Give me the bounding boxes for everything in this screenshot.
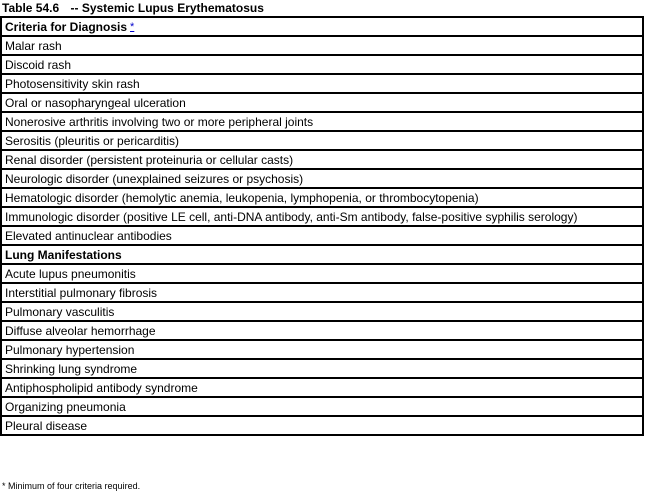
criterion-cell: Photosensitivity skin rash: [1, 74, 643, 93]
table-row: [1, 416, 643, 435]
table-row: [1, 340, 643, 359]
table-row: [1, 150, 643, 169]
table-number: Table 54.6: [2, 1, 60, 15]
manifestation-cell: Organizing pneumonia: [1, 397, 643, 416]
table-row: [1, 397, 643, 416]
manifestation-cell: Diffuse alveolar hemorrhage: [1, 321, 643, 340]
table-row: [1, 207, 643, 226]
criterion-cell: Oral or nasopharyngeal ulceration: [1, 93, 643, 112]
manifestation-cell: Antiphospholipid antibody syndrome: [1, 378, 643, 397]
criterion-cell: Elevated antinuclear antibodies: [1, 226, 643, 245]
criteria-table-body: [1, 17, 643, 435]
manifestation-cell: Pleural disease: [1, 416, 643, 435]
table-row: [1, 36, 643, 55]
table-row: [1, 359, 643, 378]
criterion-cell: Discoid rash: [1, 55, 643, 74]
criterion-cell: Hematologic disorder (hemolytic anemia, leukopenia, lymphopenia, or thrombocytopenia): [1, 188, 643, 207]
criterion-cell: Immunologic disorder (positive LE cell, anti-DNA antibody, anti-Sm antibody, false-positive syphilis serology): [1, 207, 643, 226]
table-row: [1, 302, 643, 321]
footnote-marker: *: [2, 481, 6, 491]
section-header-row: [1, 245, 643, 264]
section-header-cell: [1, 17, 643, 36]
footnote-link[interactable]: *: [130, 20, 135, 33]
manifestation-cell: Shrinking lung syndrome: [1, 359, 643, 378]
table-row: [1, 283, 643, 302]
table-row: [1, 93, 643, 112]
section-heading-diagnosis: Criteria for Diagnosis: [5, 19, 128, 34]
table-row: [1, 112, 643, 131]
manifestation-cell: Interstitial pulmonary fibrosis: [1, 283, 643, 302]
table-title-text: Systemic Lupus Erythematosus: [81, 1, 264, 15]
criterion-cell: Neurologic disorder (unexplained seizures or psychosis): [1, 169, 643, 188]
footnote-text: Minimum of four criteria required.: [8, 481, 141, 491]
table-row: [1, 264, 643, 283]
manifestation-cell: Pulmonary vasculitis: [1, 302, 643, 321]
section-header-row: [1, 17, 643, 36]
table-row: [1, 131, 643, 150]
criterion-cell: Serositis (pleuritis or pericarditis): [1, 131, 643, 150]
table-title: [2, 1, 264, 16]
criterion-cell: Malar rash: [1, 36, 643, 55]
footnote: [2, 480, 140, 492]
title-separator: --: [70, 1, 79, 15]
criteria-table: [0, 16, 644, 436]
manifestation-cell: Acute lupus pneumonitis: [1, 264, 643, 283]
table-row: [1, 169, 643, 188]
table-row: [1, 188, 643, 207]
table-row: [1, 74, 643, 93]
manifestation-cell: Pulmonary hypertension: [1, 340, 643, 359]
criterion-cell: Nonerosive arthritis involving two or more peripheral joints: [1, 112, 643, 131]
table-row: [1, 226, 643, 245]
section-heading-lung: Lung Manifestations: [1, 245, 643, 264]
criterion-cell: Renal disorder (persistent proteinuria or cellular casts): [1, 150, 643, 169]
table-row: [1, 55, 643, 74]
table-row: [1, 321, 643, 340]
table-row: [1, 378, 643, 397]
